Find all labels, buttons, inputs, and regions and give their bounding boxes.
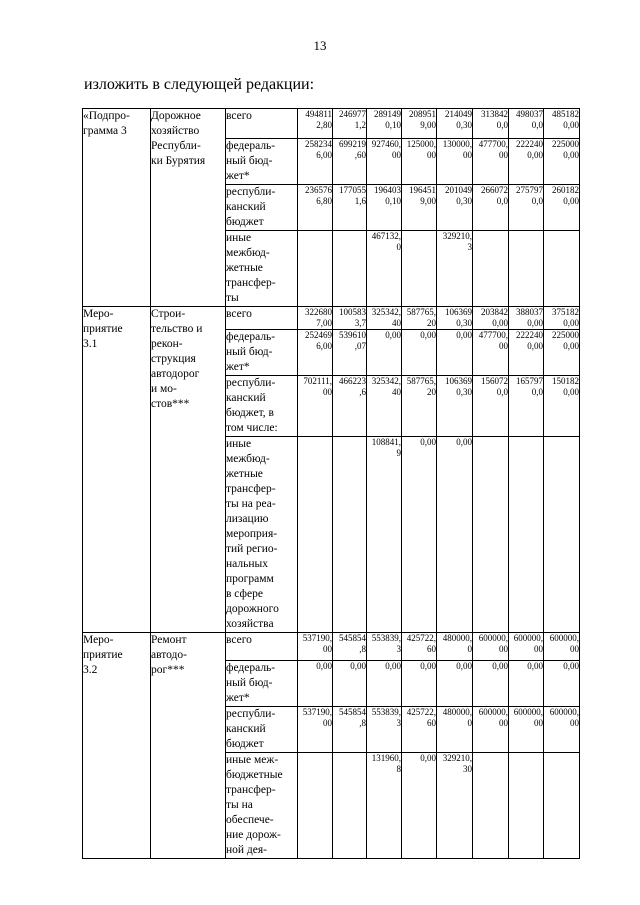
amount-value: 425722, 60	[406, 633, 436, 654]
amount-cell	[437, 437, 473, 633]
amount-value: 329210, 3	[442, 231, 472, 252]
amount-cell	[509, 307, 544, 330]
amount-value: 702111, 00	[303, 376, 332, 397]
amount-cell	[333, 633, 367, 661]
amount-value: 106369 0,30	[445, 307, 472, 328]
funding-source-cell	[226, 139, 298, 185]
amount-cell	[402, 231, 437, 307]
amount-cell	[367, 109, 402, 139]
funding-source-cell	[226, 707, 298, 753]
amount-cell	[402, 330, 437, 376]
amount-cell	[509, 376, 544, 437]
amount-value: 466223 ,6	[339, 376, 366, 397]
amount-value: 927460, 00	[371, 139, 401, 160]
funding-source-label: республи- канский бюджет, в том числе:	[226, 377, 278, 434]
funding-source-label: федераль- ный бюд- жет*	[226, 140, 276, 182]
amount-cell	[402, 139, 437, 185]
amount-value: 177055 1,6	[339, 185, 366, 206]
amount-cell	[367, 707, 402, 753]
amount-value: 260182 0,00	[552, 185, 579, 206]
amount-cell	[544, 707, 580, 753]
amount-cell	[298, 139, 333, 185]
amount-cell	[367, 753, 402, 859]
program-name-cell	[151, 633, 226, 859]
funding-source-cell	[226, 437, 298, 633]
amount-value: 0,00	[420, 330, 436, 340]
amount-value: 252469 6,00	[305, 330, 332, 351]
program-name: Строи- тельство и рекон- струкция автодорог и мо- стов***	[151, 308, 203, 410]
amount-cell	[437, 633, 473, 661]
amount-value: 196451 9,00	[409, 185, 436, 206]
amount-value: 222240 0,00	[516, 330, 543, 351]
amount-cell	[544, 330, 580, 376]
amount-value: 203842 0,00	[481, 307, 508, 328]
amount-cell	[333, 231, 367, 307]
amount-cell	[544, 307, 580, 330]
amount-cell	[402, 437, 437, 633]
amount-cell	[509, 185, 544, 231]
amount-cell	[298, 330, 333, 376]
amount-value: 201049 0,30	[445, 185, 472, 206]
funding-source-label: иные межбюд- жетные трансфер- ты	[226, 232, 276, 304]
amount-cell	[544, 661, 580, 707]
amount-cell	[402, 707, 437, 753]
amount-value: 600000, 00	[478, 707, 508, 728]
amount-cell	[367, 307, 402, 330]
amount-cell	[402, 307, 437, 330]
amount-cell	[509, 437, 544, 633]
funding-source-cell	[226, 330, 298, 376]
funding-source-cell	[226, 307, 298, 330]
amount-cell	[298, 185, 333, 231]
amount-cell	[333, 661, 367, 707]
amount-value: 553839, 3	[371, 707, 401, 728]
amount-cell	[473, 707, 509, 753]
amount-value: 0,00	[420, 661, 436, 671]
amount-value: 222240 0,00	[516, 139, 543, 160]
amount-cell	[437, 376, 473, 437]
amount-cell	[544, 231, 580, 307]
amount-value: 131960, 8	[371, 753, 401, 774]
amount-cell	[544, 376, 580, 437]
amount-cell	[473, 139, 509, 185]
amount-cell	[402, 109, 437, 139]
amount-cell	[473, 330, 509, 376]
amount-cell	[437, 231, 473, 307]
amount-cell	[367, 330, 402, 376]
program-cell	[83, 633, 151, 859]
amount-value: 266072 0,0	[481, 185, 508, 206]
amount-cell	[473, 185, 509, 231]
program-name-cell	[151, 109, 226, 307]
amount-value: 0,00	[563, 661, 579, 671]
amount-value: 225000 0,00	[552, 139, 579, 160]
amount-cell	[509, 109, 544, 139]
amount-cell	[437, 185, 473, 231]
amount-value: 545854 ,8	[339, 707, 366, 728]
amount-value: 485182 0,00	[552, 109, 579, 130]
amount-value: 477700, 00	[478, 330, 508, 351]
table-row	[83, 307, 580, 330]
amount-cell	[473, 231, 509, 307]
amount-cell	[473, 633, 509, 661]
amount-cell	[333, 437, 367, 633]
program-cell	[83, 307, 151, 633]
amount-value: 699219 ,60	[339, 139, 366, 160]
amount-value: 498037 0,0	[516, 109, 543, 130]
amount-value: 214049 0,30	[445, 109, 472, 130]
amount-value: 0,00	[456, 661, 472, 671]
amount-cell	[437, 753, 473, 859]
amount-value: 545854 ,8	[339, 633, 366, 654]
amount-cell	[333, 330, 367, 376]
amount-cell	[367, 185, 402, 231]
amount-value: 165797 0,0	[516, 376, 543, 397]
amount-value: 322680 7,00	[305, 307, 332, 328]
amount-cell	[509, 707, 544, 753]
amount-cell	[367, 376, 402, 437]
amount-cell	[298, 661, 333, 707]
amount-cell	[473, 753, 509, 859]
funding-source-label: федераль- ный бюд- жет*	[226, 662, 276, 704]
amount-cell	[298, 753, 333, 859]
amount-value: 494811 2,80	[305, 109, 332, 130]
amount-cell	[509, 753, 544, 859]
amount-value: 329210, 30	[442, 753, 472, 774]
amount-value: 477700, 00	[478, 139, 508, 160]
amount-value: 600000, 00	[549, 633, 579, 654]
amount-cell	[437, 661, 473, 707]
amount-value: 425722, 60	[406, 707, 436, 728]
amount-cell	[402, 633, 437, 661]
amount-cell	[333, 139, 367, 185]
table-row	[83, 633, 580, 661]
amount-cell	[298, 707, 333, 753]
amount-cell	[402, 185, 437, 231]
amount-cell	[437, 330, 473, 376]
amount-cell	[544, 185, 580, 231]
amount-cell	[333, 185, 367, 231]
amount-value: 539610 ,07	[339, 330, 366, 351]
program-label: Меро- приятие 3.2	[83, 634, 123, 676]
program-label: Меро- приятие 3.1	[83, 308, 123, 350]
amount-cell	[333, 376, 367, 437]
amount-value: 600000, 00	[513, 633, 543, 654]
program-name: Дорожное хозяйство Республи- ки Бурятия	[151, 110, 206, 167]
funding-source-label: всего	[226, 634, 252, 646]
amount-cell	[509, 661, 544, 707]
amount-cell	[402, 376, 437, 437]
funding-source-label: республи- канский бюджет	[226, 186, 276, 228]
amount-value: 275797 0,0	[516, 185, 543, 206]
funding-source-label: федераль- ный бюд- жет*	[226, 331, 276, 373]
amount-value: 0,00	[316, 661, 332, 671]
program-label: «Подпро- грамма 3	[83, 110, 130, 137]
amount-cell	[509, 139, 544, 185]
amount-value: 0,00	[456, 437, 472, 447]
amount-value: 125000, 00	[406, 139, 436, 160]
amount-value: 196403 0,10	[374, 185, 401, 206]
amount-value: 208951 9,00	[409, 109, 436, 130]
amount-value: 0,00	[350, 661, 366, 671]
amount-value: 325342, 40	[371, 376, 401, 397]
amount-cell	[437, 139, 473, 185]
funding-source-label: иные меж- бюджетные трансфер- ты на обеспече- ние дорож- ной дея-	[226, 754, 283, 856]
amount-value: 325342, 40	[371, 307, 401, 328]
amount-value: 106369 0,30	[445, 376, 472, 397]
amount-value: 258234 6,00	[305, 139, 332, 160]
amount-value: 480000, 0	[442, 633, 472, 654]
amount-value: 225000 0,00	[552, 330, 579, 351]
amount-cell	[367, 661, 402, 707]
amount-value: 236576 6,80	[305, 185, 332, 206]
amount-cell	[544, 109, 580, 139]
amount-value: 587765, 20	[406, 307, 436, 328]
amount-value: 553839, 3	[371, 633, 401, 654]
amount-value: 375182 0,00	[552, 307, 579, 328]
amount-cell	[544, 753, 580, 859]
funding-source-label: всего	[226, 308, 252, 320]
amount-cell	[298, 633, 333, 661]
amount-cell	[509, 633, 544, 661]
amount-cell	[544, 437, 580, 633]
amount-value: 587765, 20	[406, 376, 436, 397]
amount-cell	[367, 437, 402, 633]
amount-cell	[333, 707, 367, 753]
amount-cell	[298, 307, 333, 330]
amount-cell	[298, 437, 333, 633]
amount-value: 467132, 0	[371, 231, 401, 252]
amount-cell	[402, 753, 437, 859]
funding-source-cell	[226, 376, 298, 437]
amount-cell	[473, 437, 509, 633]
amount-cell	[473, 376, 509, 437]
amount-cell	[333, 307, 367, 330]
amount-value: 537190, 00	[302, 707, 332, 728]
amount-cell	[544, 139, 580, 185]
amount-value: 130000, 00	[442, 139, 472, 160]
amount-value: 600000, 00	[549, 707, 579, 728]
amount-cell	[509, 330, 544, 376]
funding-source-cell	[226, 753, 298, 859]
amount-value: 156072 0,0	[481, 376, 508, 397]
amount-value: 289149 0,10	[374, 109, 401, 130]
amount-cell	[473, 109, 509, 139]
amount-cell	[333, 109, 367, 139]
funding-source-label: всего	[226, 110, 252, 122]
funding-source-cell	[226, 231, 298, 307]
funding-source-cell	[226, 633, 298, 661]
amount-value: 600000, 00	[478, 633, 508, 654]
amount-cell	[298, 231, 333, 307]
table-row	[83, 109, 580, 139]
amount-cell	[473, 307, 509, 330]
amount-cell	[437, 109, 473, 139]
amount-cell	[437, 307, 473, 330]
amount-cell	[333, 753, 367, 859]
amount-value: 537190, 00	[302, 633, 332, 654]
amount-value: 388037 0,00	[516, 307, 543, 328]
program-name-cell	[151, 307, 226, 633]
amount-cell	[544, 633, 580, 661]
amount-value: 246977 1,2	[339, 109, 366, 130]
program-cell	[83, 109, 151, 307]
funding-source-cell	[226, 185, 298, 231]
amount-cell	[473, 661, 509, 707]
page-number: 13	[313, 38, 327, 53]
amount-value: 0,00	[527, 661, 543, 671]
amount-cell	[437, 707, 473, 753]
amount-value: 108841, 9	[371, 437, 401, 458]
amount-value: 150182 0,00	[552, 376, 579, 397]
funding-source-cell	[226, 661, 298, 707]
amount-value: 0,00	[420, 753, 436, 763]
amount-value: 0,00	[385, 661, 401, 671]
amount-cell	[402, 661, 437, 707]
amount-cell	[509, 231, 544, 307]
amount-value: 0,00	[456, 330, 472, 340]
funding-source-label: республи- канский бюджет	[226, 708, 276, 750]
amount-value: 0,00	[385, 330, 401, 340]
amount-value: 313842 0,0	[481, 109, 508, 130]
amount-cell	[367, 633, 402, 661]
amount-value: 100583 3,7	[339, 307, 366, 328]
intro-text: изложить в следующей редакции:	[84, 76, 315, 93]
amount-value: 0,00	[420, 437, 436, 447]
program-name: Ремонт автодо- рог***	[151, 634, 187, 676]
amount-value: 0,00	[492, 661, 508, 671]
amount-value: 600000, 00	[513, 707, 543, 728]
amount-cell	[367, 139, 402, 185]
funding-source-label: иные межбюд- жетные трансфер- ты на реа- лизацию мероприя- тий регио- нальных программ в сфере дорожного хозяйства	[226, 438, 279, 630]
amount-value: 480000, 0	[442, 707, 472, 728]
funding-source-cell	[226, 109, 298, 139]
amount-cell	[298, 376, 333, 437]
amount-cell	[367, 231, 402, 307]
amount-cell	[298, 109, 333, 139]
budget-table	[82, 108, 580, 859]
